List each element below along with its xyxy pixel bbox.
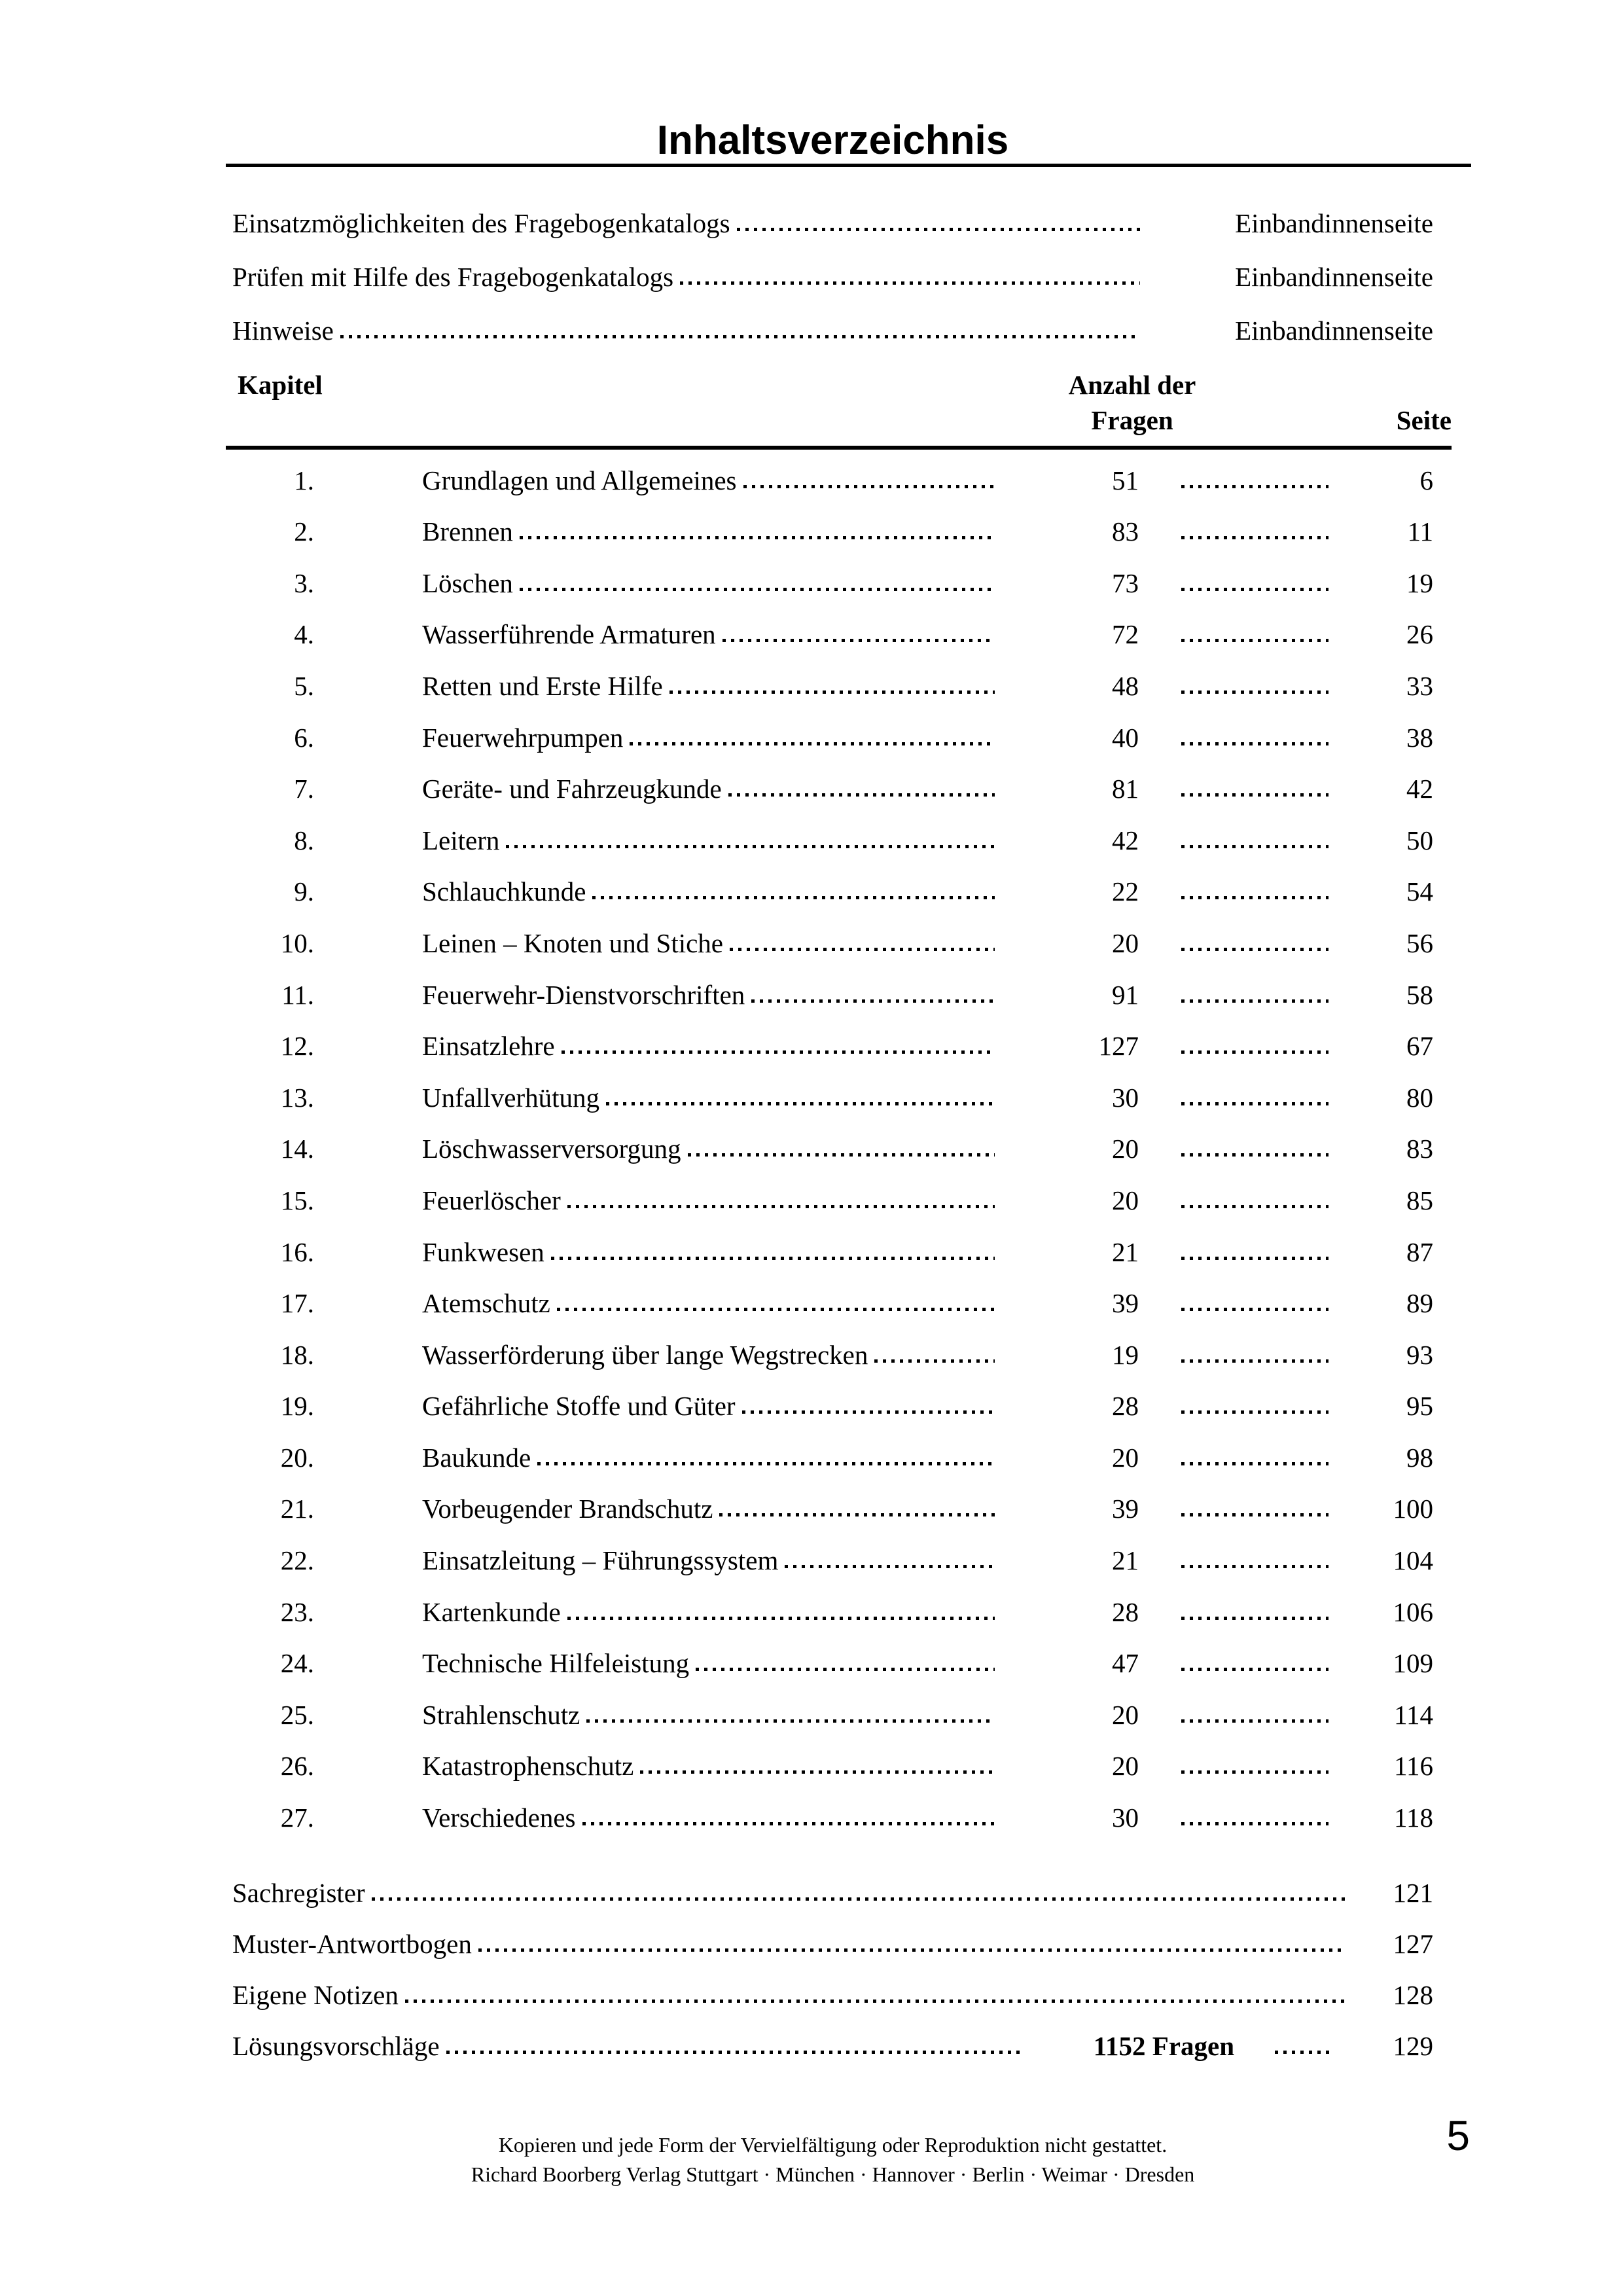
chapter-number: 20. [280, 1442, 314, 1473]
intro-label: Prüfen mit Hilfe des Fragebogenkatalogs [232, 262, 674, 292]
intro-label: Einsatzmöglichkeiten des Fragebogenkatalogs [232, 208, 730, 238]
chapter-title-cell [314, 927, 995, 958]
dot-leader [1181, 1770, 1329, 1774]
chapter-number: 16. [280, 1236, 314, 1267]
chapter-list [232, 442, 1433, 1831]
chapter-question-count: 81 [1112, 774, 1139, 804]
chapter-title-cell [314, 1547, 995, 1574]
dot-leader [372, 1897, 1345, 1901]
end-entry-page-number: 121 [1393, 1878, 1433, 1909]
chapter-title: Atemschutz [422, 1288, 550, 1319]
toc-chapter-row [232, 1111, 1433, 1163]
chapter-title-cell [314, 518, 995, 545]
chapter-title: Feuerwehr-Dienstvorschriften [422, 979, 745, 1010]
chapter-page-number: 33 [1406, 670, 1433, 701]
chapter-title: Gefährliche Stoffe und Güter [422, 1391, 736, 1422]
toc-chapter-row [232, 1266, 1433, 1318]
dot-leader [1181, 1513, 1329, 1516]
dot-leader [582, 1822, 995, 1825]
chapter-title-cell [314, 1236, 995, 1267]
toc-end-row [232, 1958, 1433, 2009]
chapter-title: Feuerlöscher [422, 1185, 561, 1215]
toc-chapter-row [232, 1317, 1433, 1369]
chapter-question-count: 127 [1098, 1031, 1139, 1062]
dot-leader [1181, 845, 1329, 848]
chapter-question-count: 42 [1112, 825, 1139, 855]
column-header-seite: Seite [1396, 405, 1452, 435]
chapter-page-number: 118 [1394, 1803, 1433, 1833]
chapter-title: Kartenkunde [422, 1596, 561, 1627]
page-title: Inhaltsverzeichnis [656, 118, 1009, 163]
dot-leader [1181, 1153, 1329, 1157]
chapter-page-number: 95 [1406, 1391, 1433, 1422]
dot-leader [1181, 1308, 1329, 1311]
end-entry-page-number: 127 [1393, 1929, 1433, 1960]
dot-leader [1181, 1205, 1329, 1208]
chapter-title: Leinen – Knoten und Stiche [422, 927, 724, 958]
dot-leader [1181, 536, 1329, 539]
chapter-title: Baukunde [422, 1442, 531, 1473]
chapter-title-cell [314, 722, 995, 753]
chapter-title: Unfallverhütung [422, 1082, 599, 1113]
dot-leader [478, 1948, 1345, 1952]
chapter-page-number: 114 [1394, 1699, 1433, 1730]
dot-leader [730, 948, 995, 951]
total-questions-count: 1152 Fragen [1093, 2031, 1234, 2062]
chapter-page-number: 87 [1406, 1236, 1433, 1267]
dot-leader [567, 1617, 995, 1620]
chapter-question-count: 30 [1112, 1803, 1139, 1833]
chapter-page-number: 89 [1406, 1288, 1433, 1319]
chapter-page-number: 26 [1406, 619, 1433, 650]
dot-leader [567, 1205, 995, 1208]
chapter-title: Einsatzlehre [422, 1031, 555, 1062]
chapter-page-number: 58 [1406, 979, 1433, 1010]
chapter-page-number: 100 [1393, 1494, 1433, 1524]
dot-leader [557, 1308, 995, 1311]
chapter-question-count: 51 [1112, 465, 1139, 495]
chapter-question-count: 39 [1112, 1494, 1139, 1524]
end-entry-label: Muster-Antwortbogen [232, 1929, 472, 1960]
chapter-page-number: 80 [1406, 1082, 1433, 1113]
toc-chapter-row [232, 957, 1433, 1009]
chapter-title-cell [314, 776, 995, 802]
chapter-title-cell [314, 1082, 995, 1113]
dot-leader [446, 2051, 1022, 2054]
chapter-page-number: 56 [1406, 927, 1433, 958]
chapter-number: 7. [294, 774, 314, 804]
chapter-title-cell [314, 1650, 995, 1677]
dot-leader [737, 228, 1141, 231]
dot-leader [537, 1462, 995, 1465]
chapter-page-number: 11 [1407, 516, 1433, 547]
chapter-title: Wasserführende Armaturen [422, 619, 716, 650]
dot-leader [520, 588, 995, 591]
intro-label: Hinweise [232, 315, 334, 346]
dot-leader [506, 845, 995, 848]
toc-content [232, 0, 1452, 2062]
dot-leader [1181, 1617, 1329, 1620]
end-entry-page-number: 128 [1393, 1980, 1433, 2011]
column-header-anzahl-line1: Anzahl der [1068, 370, 1196, 400]
chapter-question-count: 39 [1112, 1288, 1139, 1319]
dot-leader [874, 1359, 995, 1363]
chapter-title-cell [314, 621, 995, 648]
chapter-question-count: 22 [1112, 876, 1139, 907]
toc-intro-row [232, 237, 1433, 291]
toc-end-row [232, 2009, 1433, 2060]
chapter-title-cell [314, 1596, 995, 1627]
toc-chapter-row [232, 1729, 1433, 1780]
chapter-question-count: 40 [1112, 722, 1139, 753]
dot-leader [696, 1668, 995, 1671]
chapter-page-number: 38 [1406, 722, 1433, 753]
chapter-title: Katastrophenschutz [422, 1751, 634, 1782]
chapter-title: Schlauchkunde [422, 876, 586, 907]
chapter-title: Technische Hilfeleistung [422, 1648, 690, 1679]
footer-note [232, 2130, 1433, 2189]
chapter-question-count: 83 [1112, 516, 1139, 547]
toc-end-row [232, 1856, 1433, 1907]
chapter-number: 14. [280, 1134, 314, 1164]
page-number: 5 [1446, 2112, 1470, 2159]
chapter-question-count: 21 [1112, 1545, 1139, 1576]
chapter-title: Strahlenschutz [422, 1699, 580, 1730]
toc-chapter-row [232, 442, 1433, 494]
chapter-question-count: 28 [1112, 1596, 1139, 1627]
table-header [232, 367, 1452, 438]
chapter-question-count: 20 [1112, 927, 1139, 958]
dot-leader [743, 485, 995, 488]
chapter-title-cell [314, 1187, 995, 1214]
chapter-number: 27. [280, 1803, 314, 1833]
toc-chapter-row [232, 1009, 1433, 1060]
dot-leader [1181, 485, 1329, 488]
toc-chapter-row [232, 494, 1433, 546]
chapter-title: Löschen [422, 567, 513, 598]
dot-leader [1181, 1359, 1329, 1363]
chapter-page-number: 54 [1406, 876, 1433, 907]
chapter-title-cell [314, 1496, 995, 1522]
end-list [232, 1856, 1433, 2060]
chapter-question-count: 72 [1112, 619, 1139, 650]
chapter-number: 15. [280, 1185, 314, 1215]
chapter-number: 24. [280, 1648, 314, 1679]
column-header-kapitel: Kapitel [238, 370, 323, 400]
dot-leader [1181, 1050, 1329, 1054]
dot-leader [592, 896, 995, 899]
dot-leader [751, 999, 995, 1003]
dot-leader [1181, 691, 1329, 694]
chapter-question-count: 47 [1112, 1648, 1139, 1679]
dot-leader [606, 1102, 995, 1105]
chapter-page-number: 42 [1406, 774, 1433, 804]
chapter-number: 22. [280, 1545, 314, 1576]
dot-leader [1181, 1257, 1329, 1260]
copyright-line: Kopieren und jede Form der Vervielfältigung oder Reproduktion nicht gestattet. [498, 2133, 1168, 2157]
toc-chapter-row [232, 1420, 1433, 1471]
dot-leader [722, 639, 995, 642]
dot-leader [688, 1153, 995, 1157]
chapter-question-count: 30 [1112, 1082, 1139, 1113]
chapter-title-cell [314, 878, 995, 905]
toc-chapter-row [232, 905, 1433, 957]
toc-chapter-row [232, 597, 1433, 649]
dot-leader [1181, 588, 1329, 591]
dot-leader [1275, 2051, 1330, 2054]
dot-leader [680, 281, 1140, 285]
chapter-title-cell [314, 1804, 995, 1831]
chapter-number: 19. [280, 1391, 314, 1422]
column-header-anzahl-der-fragen [1057, 367, 1207, 438]
dot-leader [520, 536, 995, 539]
chapter-title-cell [314, 1339, 995, 1370]
toc-end-row [232, 1907, 1433, 1958]
chapter-title-cell [314, 979, 995, 1010]
toc-chapter-row [232, 1060, 1433, 1111]
chapter-page-number: 106 [1393, 1596, 1433, 1627]
chapter-question-count: 20 [1112, 1751, 1139, 1782]
chapter-title: Funkwesen [422, 1236, 544, 1267]
intro-page-ref: Einbandinnenseite [1235, 208, 1433, 238]
chapter-title-cell [314, 567, 995, 598]
chapter-question-count: 21 [1112, 1236, 1139, 1267]
chapter-number: 2. [294, 516, 314, 547]
chapter-question-count: 48 [1112, 670, 1139, 701]
publisher-line: Richard Boorberg Verlag Stuttgart · München · Hannover · Berlin · Weimar · Dresden [471, 2162, 1195, 2186]
chapter-title-cell [314, 1444, 995, 1471]
dot-leader [728, 793, 995, 797]
chapter-number: 10. [280, 927, 314, 958]
chapter-number: 3. [294, 567, 314, 598]
dot-leader [1181, 742, 1329, 745]
chapter-number: 23. [280, 1596, 314, 1627]
toc-chapter-row [232, 1626, 1433, 1677]
chapter-number: 18. [280, 1339, 314, 1370]
dot-leader [640, 1770, 995, 1774]
chapter-question-count: 20 [1112, 1699, 1139, 1730]
toc-chapter-row [232, 1214, 1433, 1266]
chapter-page-number: 6 [1419, 465, 1433, 495]
toc-intro-row [232, 183, 1433, 237]
dot-leader [586, 1719, 995, 1723]
chapter-question-count: 91 [1112, 979, 1139, 1010]
chapter-title-cell [314, 1699, 995, 1730]
toc-chapter-row [232, 751, 1433, 803]
dot-leader [669, 691, 995, 694]
chapter-page-number: 50 [1406, 825, 1433, 855]
dot-leader [719, 1513, 995, 1516]
chapter-title-cell [314, 670, 995, 701]
chapter-question-count: 20 [1112, 1134, 1139, 1164]
chapter-title: Grundlagen und Allgemeines [422, 465, 737, 495]
dot-leader [630, 742, 995, 745]
end-entry-page-number: 129 [1393, 2031, 1433, 2062]
chapter-page-number: 83 [1406, 1134, 1433, 1164]
chapter-number: 13. [280, 1082, 314, 1113]
chapter-page-number: 104 [1393, 1545, 1433, 1576]
column-header-anzahl-line2: Fragen [1091, 405, 1173, 435]
chapter-title-cell [314, 1290, 995, 1317]
chapter-number: 12. [280, 1031, 314, 1062]
dot-leader [1181, 1410, 1329, 1414]
total-questions-group [1094, 2033, 1371, 2060]
chapter-number: 5. [294, 670, 314, 701]
chapter-number: 25. [280, 1699, 314, 1730]
chapter-page-number: 19 [1406, 567, 1433, 598]
end-entry-label: Eigene Notizen [232, 1980, 399, 2011]
chapter-title: Feuerwehrpumpen [422, 722, 624, 753]
dot-leader [1181, 1462, 1329, 1465]
toc-chapter-row [232, 1471, 1433, 1523]
dot-leader [742, 1410, 995, 1414]
toc-chapter-row [232, 1780, 1433, 1831]
chapter-page-number: 98 [1406, 1442, 1433, 1473]
toc-chapter-row [232, 1162, 1433, 1214]
chapter-page-number: 116 [1394, 1751, 1433, 1782]
chapter-question-count: 19 [1112, 1339, 1139, 1370]
chapter-page-number: 85 [1406, 1185, 1433, 1215]
chapter-title-cell [314, 1753, 995, 1780]
toc-chapter-row [232, 854, 1433, 906]
chapter-number: 21. [280, 1494, 314, 1524]
toc-chapter-row [232, 648, 1433, 700]
chapter-title: Geräte- und Fahrzeugkunde [422, 774, 722, 804]
chapter-number: 4. [294, 619, 314, 650]
dot-leader [1181, 896, 1329, 899]
chapter-question-count: 20 [1112, 1185, 1139, 1215]
chapter-title: Wasserförderung über lange Wegstrecken [422, 1339, 868, 1370]
end-entry-label: Lösungsvorschläge [232, 2031, 440, 2062]
dot-leader [405, 2000, 1345, 2003]
toc-chapter-row [232, 545, 1433, 597]
dot-leader [1181, 639, 1329, 642]
dot-leader [1181, 1565, 1329, 1568]
chapter-title: Leitern [422, 825, 500, 855]
dot-leader [1181, 1719, 1329, 1723]
dot-leader [1181, 793, 1329, 797]
toc-chapter-row [232, 1677, 1433, 1729]
chapter-number: 8. [294, 825, 314, 855]
chapter-title: Retten und Erste Hilfe [422, 670, 663, 701]
toc-intro-row [232, 291, 1433, 344]
toc-chapter-row [232, 1522, 1433, 1574]
toc-chapter-row [232, 1574, 1433, 1626]
chapter-title-cell [314, 1393, 995, 1420]
title-rule [226, 164, 1471, 167]
chapter-number: 17. [280, 1288, 314, 1319]
chapter-number: 6. [294, 722, 314, 753]
toc-chapter-row [232, 700, 1433, 751]
dot-leader [1181, 1102, 1329, 1105]
toc-chapter-row [232, 802, 1433, 854]
dot-leader [1181, 999, 1329, 1003]
intro-page-ref: Einbandinnenseite [1235, 262, 1433, 292]
chapter-number: 1. [294, 465, 314, 495]
chapter-page-number: 93 [1406, 1339, 1433, 1370]
chapter-title-cell [314, 827, 995, 854]
dot-leader [340, 335, 1140, 338]
chapter-number: 11. [281, 979, 314, 1010]
chapter-question-count: 20 [1112, 1442, 1139, 1473]
chapter-question-count: 28 [1112, 1391, 1139, 1422]
chapter-number: 9. [294, 876, 314, 907]
chapter-number: 26. [280, 1751, 314, 1782]
chapter-title: Löschwasserversorgung [422, 1134, 681, 1164]
chapter-title-cell [314, 1136, 995, 1162]
chapter-page-number: 67 [1406, 1031, 1433, 1062]
chapter-title-cell [314, 1033, 995, 1060]
dot-leader [785, 1565, 995, 1568]
intro-page-ref: Einbandinnenseite [1235, 315, 1433, 346]
chapter-title-cell [314, 467, 995, 494]
dot-leader [1181, 1668, 1329, 1671]
dot-leader [551, 1257, 995, 1260]
dot-leader [562, 1050, 995, 1054]
chapter-question-count: 73 [1112, 567, 1139, 598]
end-entry-label: Sachregister [232, 1878, 365, 1909]
dot-leader [1181, 1822, 1329, 1825]
toc-chapter-row [232, 1369, 1433, 1420]
intro-list [232, 183, 1433, 344]
chapter-title: Einsatzleitung – Führungssystem [422, 1545, 779, 1576]
chapter-page-number: 109 [1393, 1648, 1433, 1679]
chapter-title: Brennen [422, 516, 513, 547]
chapter-title: Verschiedenes [422, 1803, 576, 1833]
chapter-title: Vorbeugender Brandschutz [422, 1494, 713, 1524]
dot-leader [1181, 948, 1329, 951]
